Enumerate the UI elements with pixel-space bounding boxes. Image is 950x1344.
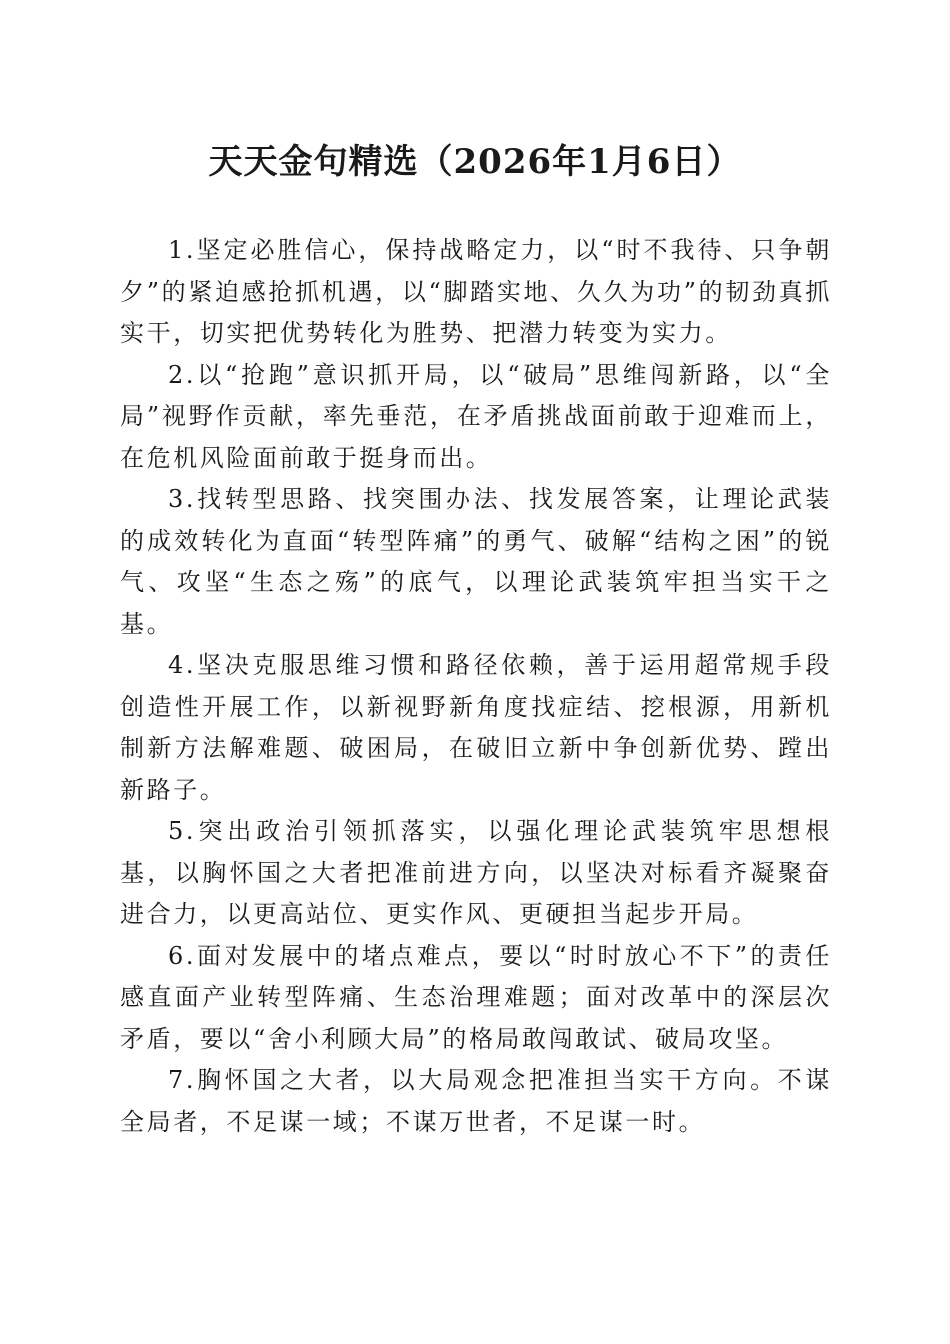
quote-paragraph-3: 3.找转型思路、找突围办法、找发展答案，让理论武装的成效转化为直面“转型阵痛”的勇气、破解“结构之困”的锐气、攻坚“生态之殇”的底气，以理论武装筑牢担当实干之基。 — [120, 485, 832, 638]
quote-paragraph-7: 7.胸怀国之大者，以大局观念把准担当实干方向。不谋全局者，不足谋一域；不谋万世者，不足谋一时。 — [120, 1066, 832, 1136]
quote-paragraph-6: 6.面对发展中的堵点难点，要以“时时放心不下”的责任感直面产业转型阵痛、生态治理难题；面对改革中的深层次矛盾，要以“舍小利顾大局”的格局敢闯敢试、破局攻坚。 — [120, 941, 832, 1053]
quote-paragraph-2: 2.以“抢跑”意识抓开局，以“破局”思维闯新路，以“全局”视野作贡献，率先垂范，在矛盾挑战面前敢于迎难而上，在危机风险面前敢于挺身而出。 — [120, 360, 832, 472]
document-title: 天天金句精选（2026年1月6日） — [208, 142, 742, 182]
quote-paragraph-1: 1.坚定必胜信心，保持战略定力，以“时不我待、只争朝夕”的紧迫感抢抓机遇，以“脚踏实地、久久为功”的韧劲真抓实干，切实把优势转化为胜势、把潜力转变为实力。 — [120, 236, 832, 347]
quote-paragraph-5: 5.突出政治引领抓落实，以强化理论武装筑牢思想根基，以胸怀国之大者把准前进方向，以坚决对标看齐凝聚奋进合力，以更高站位、更实作风、更硬担当起步开局。 — [120, 817, 832, 928]
quote-paragraph-4: 4.坚决克服思维习惯和路径依赖，善于运用超常规手段创造性开展工作，以新视野新角度找症结、挖根源，用新机制新方法解难题、破困局，在破旧立新中争创新优势、蹚出新路子。 — [120, 651, 832, 804]
document-body — [120, 230, 832, 1143]
